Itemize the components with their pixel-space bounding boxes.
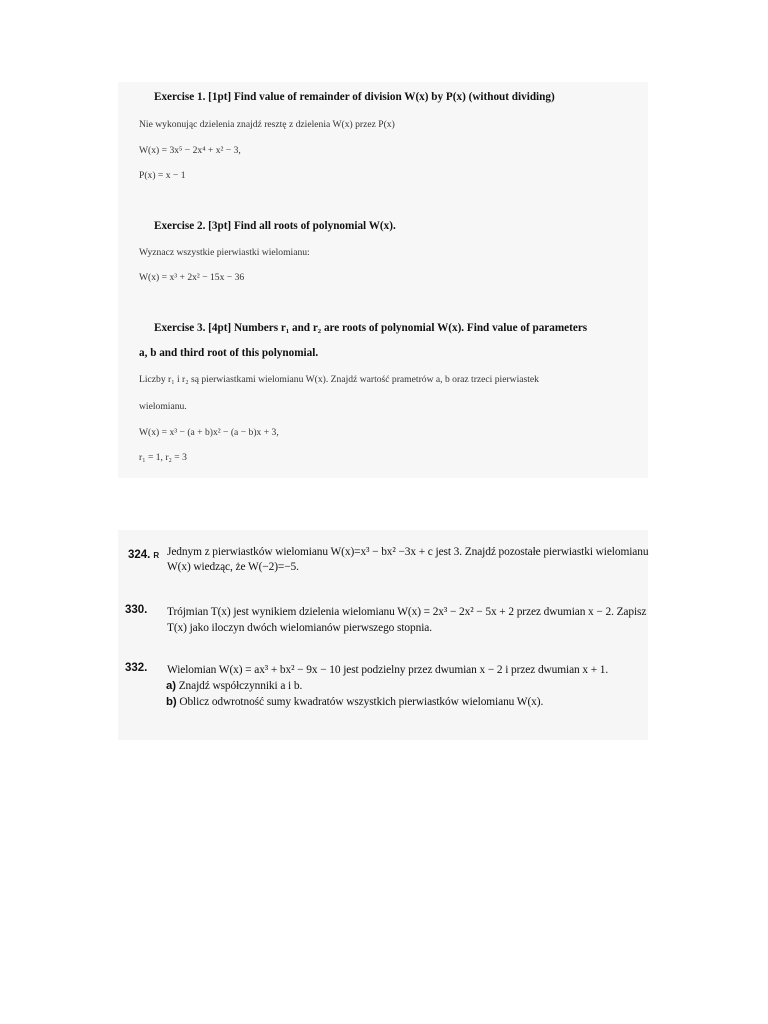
exercise-1-instruction: Nie wykonując dzielenia znajdź resztę z dzielenia W(x) przez P(x) <box>139 119 395 130</box>
problem-330-number: 330. <box>125 604 148 616</box>
exercise-2-instruction: Wyznacz wszystkie pierwiastki wielomianu: <box>139 247 310 258</box>
exercise-3-formula-w: W(x) = x³ − (a + b)x² − (a − b)x + 3, <box>139 427 279 438</box>
problem-324-number-group <box>128 545 159 563</box>
exercise-3-heading-line-2: a, b and third root of this polynomial. <box>139 347 319 359</box>
problem-324-number: 324. <box>128 549 151 561</box>
exercise-1-formula-p: P(x) = x − 1 <box>139 170 186 181</box>
exercise-1-formula-w: W(x) = 3x⁵ − 2x⁴ + x² − 3, <box>139 145 241 156</box>
exercise-2-formula-w: W(x) = x³ + 2x² − 15x − 36 <box>139 272 245 283</box>
problem-332-item-b <box>166 696 543 708</box>
exercise-2-heading: Exercise 2. [3pt] Find all roots of polynomial W(x). <box>154 220 396 232</box>
exercise-3-roots: r₁ = 1, r₂ = 3 <box>139 452 187 463</box>
problem-324-line-2: W(x) wiedząc, że W(−2)=−5. <box>167 561 299 573</box>
problem-332-item-a <box>166 680 302 692</box>
exercise-3-instruction-line-2: wielomianu. <box>139 401 187 412</box>
problem-332-item-b-text: Oblicz odwrotność sumy kwadratów wszystkich pierwiastków wielomianu W(x). <box>179 696 544 708</box>
problem-332-number: 332. <box>125 662 148 674</box>
problem-332-line-1: Wielomian W(x) = ax³ + bx² − 9x − 10 jest podzielny przez dwumian x − 2 i przez dwumian x + 1. <box>167 664 609 676</box>
problem-330-line-1: Trójmian T(x) jest wynikiem dzielenia wielomianu W(x) = 2x³ − 2x² − 5x + 2 przez dwumian x − 2. Zapisz <box>167 606 647 618</box>
exercise-1-heading: Exercise 1. [1pt] Find value of remainder of division W(x) by P(x) (without dividing) <box>154 91 555 103</box>
problem-332-item-a-label: a) <box>166 680 176 692</box>
problem-330-line-2: T(x) jako iloczyn dwóch wielomianów pierwszego stopnia. <box>167 622 432 634</box>
problem-332-item-b-label: b) <box>166 696 177 708</box>
problem-324-badge: R <box>153 551 160 560</box>
problem-332-item-a-text: Znajdź współczynniki a i b. <box>178 680 303 692</box>
problem-324-line-1: Jednym z pierwiastków wielomianu W(x)=x³ − bx² −3x + c jest 3. Znajdź pozostałe pierwiastki wielomianu <box>167 546 649 558</box>
exercise-3-instruction-line-1: Liczby r₁ i r₂ są pierwiastkami wielomianu W(x). Znajdź wartość prametrów a, b oraz trzeci pierwiastek <box>139 374 539 385</box>
exercise-3-heading-line-1: Exercise 3. [4pt] Numbers r₁ and r₂ are roots of polynomial W(x). Find value of parameters <box>154 322 588 334</box>
